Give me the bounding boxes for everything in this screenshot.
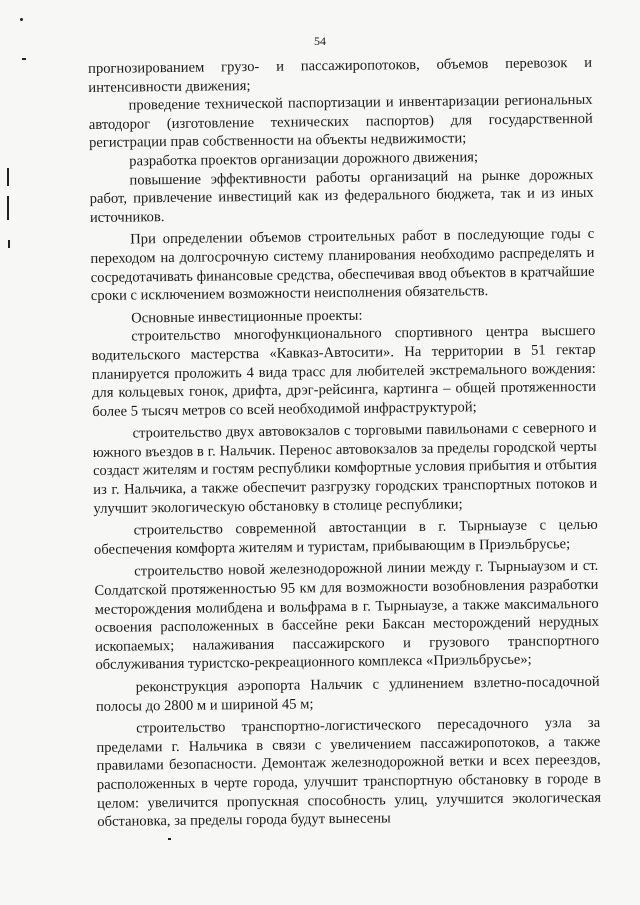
paragraph: проведение технической паспортизации и инвентаризации региональных автодорог (изготовление технических паспортов) для государственной регистрации прав собственности на объекты недвижимости; [88, 92, 593, 152]
scan-mark [8, 240, 10, 248]
paragraph: строительство транспортно-логистического пересадочного узла за пределами г. Нальчика в связи с увеличением пассажиропотоков, а также правилами безопасности. Демонтаж железнодорожной ветки и всех переездов, расположенных в черте города, улучшит транспортную обстановку в городе в целом: увеличится пропускная способность улиц, улучшится экологическая обстановка, за пределы города будут вынесены [96, 714, 602, 831]
page-body [88, 54, 601, 832]
paragraph: строительство многофункционального спортивного центра высшего водительского мастерства «Кавказ-Автосити». На территории в 51 гектар планируется проложить 4 вида трасс для любителей экстремального вождения: для кольцевых гонок, дрифта, дрэг-рейсинга, картинга – общей протяженности более 5 тысяч метров со всей необходимой инфраструктурой; [91, 323, 597, 420]
scan-mark [7, 168, 9, 186]
scan-mark [20, 18, 23, 21]
paragraph: строительство современной автостанции в г. Тырныаузе с целью обеспечения комфорта жителям и туристам, прибывающим в Приэльбрусье; [93, 517, 598, 558]
scan-mark [7, 196, 9, 220]
scan-mark [168, 838, 171, 840]
paragraph: реконструкция аэропорта Нальчик с удлинением взлетно-посадочной полосы до 2800 м и шириной 45 м; [95, 673, 600, 715]
paragraph: строительство двух автовокзалов с торговыми павильонами с северного и южного въездов в г. Нальчик. Перенос автовокзалов за пределы городской черты создаст жителям и гостям республики комфортные условия прибытия и отбытия из г. Нальчика, а также обеспечит разгрузку городских транспортных потоков и улучшит экологическую обстановку в столице республики; [92, 420, 598, 517]
paragraph: разработка проектов организации дорожного движения; [129, 149, 479, 170]
paragraph: повышение эффективности работы организаций на рынке дорожных работ, привлечение инвестиций как из федерального бюджета, так и из иных источников. [89, 166, 594, 226]
paragraph: При определении объемов строительных работ в последующие годы с переходом на долгосрочную систему планирования необходимо распределять и сосредотачивать финансовые средства, обеспечивая ввод объектов в кратчайшие сроки с исключением возможности неисполнения обязательств. [90, 226, 595, 305]
paragraph: строительство новой железнодорожной линии между г. Тырныаузом и ст. Солдатской протяженностью 95 км для возможности возобновления разработки месторождения молибдена и вольфрама в г. Тырныаузе, а также максимального освоения расположенных в бассейне реки Баксан месторождений нерудных ископаемых; налаживания пассажирского и грузового транспортного обслуживания туристско-рекреационного комплекса «Приэльбрусье»; [94, 558, 600, 674]
scan-mark [22, 58, 26, 60]
paragraph: Основные инвестиционные проекты: [131, 307, 363, 327]
paragraph: прогнозированием грузо- и пассажиропотоков, объемов перевозок и интенсивности движения; [88, 54, 593, 96]
page-number: 54 [314, 34, 326, 48]
